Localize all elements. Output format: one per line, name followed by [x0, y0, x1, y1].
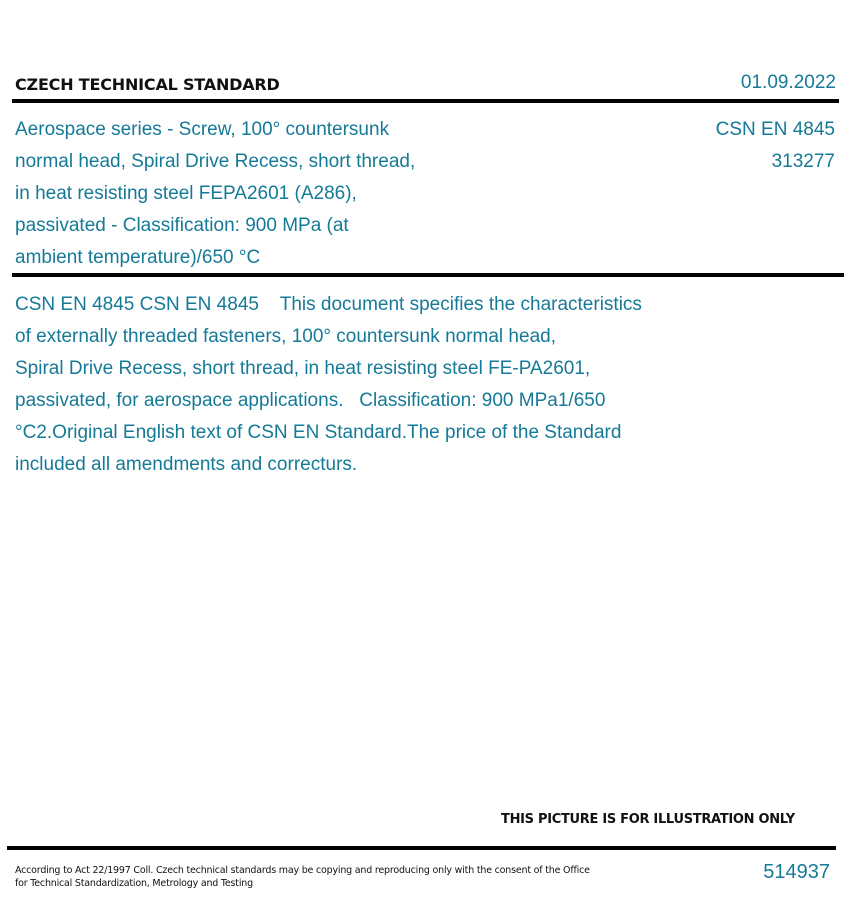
- title-line: passivated - Classification: 900 MPa (at: [15, 215, 349, 236]
- catalog-number: 514937: [763, 861, 830, 883]
- copyright-notice: [15, 864, 590, 890]
- publication-date: 01.09.2022: [740, 72, 836, 93]
- title-line: in heat resisting steel FEPA2601 (A286),: [15, 183, 357, 204]
- standard-title: [15, 114, 485, 274]
- title-line: ambient temperature)/650 °C: [15, 247, 261, 268]
- abstract-line: included all amendments and correcturs.: [15, 454, 358, 475]
- standard-codes: [716, 114, 835, 178]
- abstract-line: °C2.Original English text of CSN EN Standard.The price of the Standard: [15, 422, 622, 443]
- copyright-line: According to Act 22/1997 Coll. Czech technical standards may be copying and reproducing only with the consent of the Office: [15, 865, 590, 876]
- abstract-text: [15, 289, 740, 481]
- standard-number: 313277: [771, 151, 835, 172]
- title-line: Aerospace series - Screw, 100° countersunk: [15, 119, 390, 140]
- footer-divider: [7, 846, 836, 850]
- abstract-line: of externally threaded fasteners, 100° countersunk normal head,: [15, 326, 556, 347]
- title-line: normal head, Spiral Drive Recess, short thread,: [15, 151, 416, 172]
- title-divider: [12, 273, 844, 277]
- abstract-line: passivated, for aerospace applications. Classification: 900 MPa1/650: [15, 390, 606, 411]
- abstract-line: Spiral Drive Recess, short thread, in heat resisting steel FE-PA2601,: [15, 358, 591, 379]
- standard-type-label: CZECH TECHNICAL STANDARD: [15, 75, 280, 94]
- illustration-disclaimer: THIS PICTURE IS FOR ILLUSTRATION ONLY: [501, 812, 795, 827]
- copyright-line: for Technical Standardization, Metrology and Testing: [15, 878, 253, 889]
- standard-designation: CSN EN 4845: [715, 119, 835, 140]
- header-divider: [12, 99, 839, 103]
- abstract-line: CSN EN 4845 CSN EN 4845 This document specifies the characteristics: [15, 294, 642, 315]
